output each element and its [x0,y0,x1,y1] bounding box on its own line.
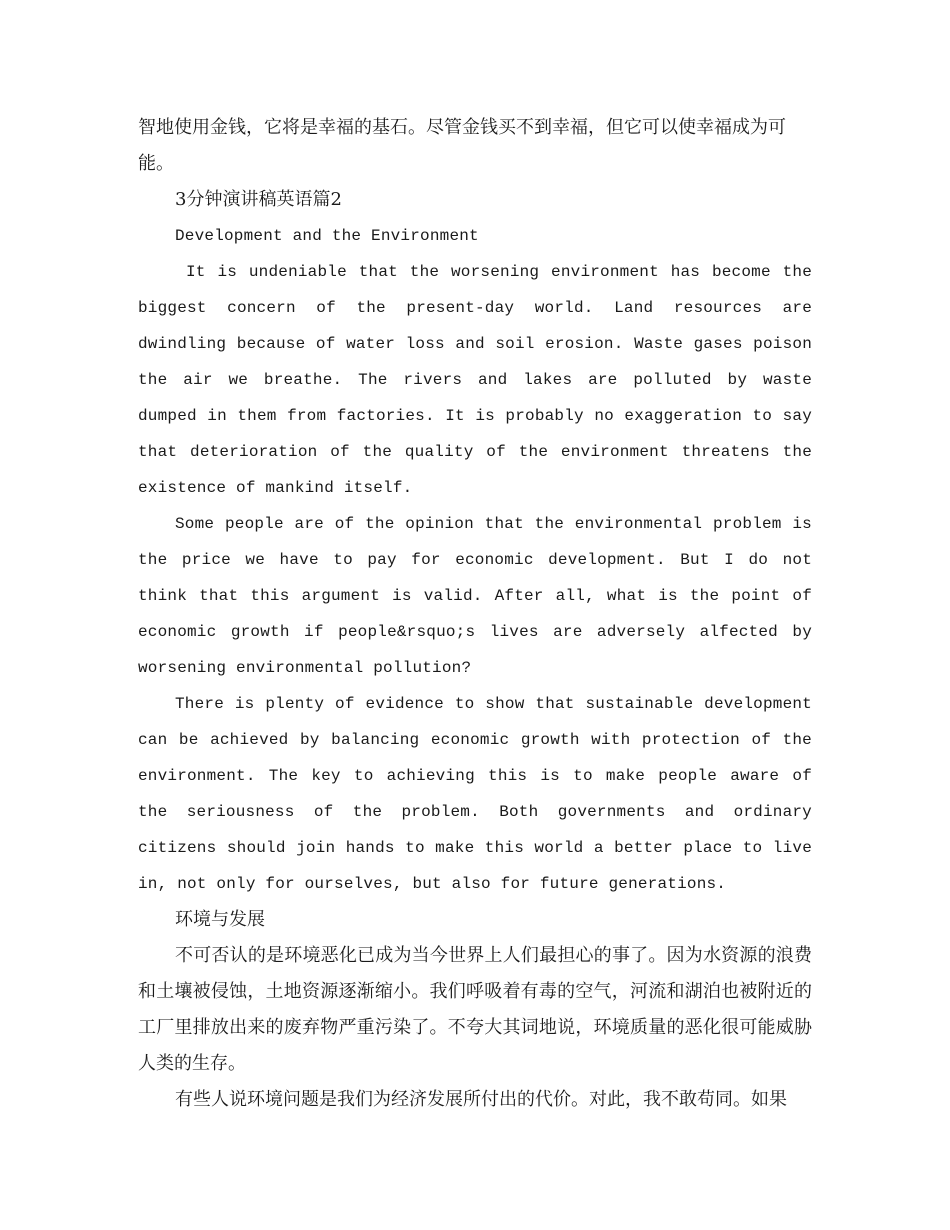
chinese-title: 环境与发展 [175,909,265,930]
continuation-paragraph: 智地使用金钱，它将是幸福的基石。尽管金钱买不到幸福，但它可以使幸福成为可能。 [138,117,786,174]
english-title: Development and the Environment [175,227,479,245]
chinese-paragraph: 有些人说环境问题是我们为经济发展所付出的代价。对此，我不敢苟同。如果 [175,1089,787,1110]
english-paragraph: It is undeniable that the worsening environment has become the biggest concern of the present-day world. Land resources are dwindling because of water loss and soil erosion. Waste gases poison the air we breathe. The rivers and lakes are polluted by waste dumped in them from factories. It is probably no exaggeration to say that deterioration of the quality of the environment threatens the existence of mankind itself. [138,263,812,497]
english-paragraph: There is plenty of evidence to show that sustainable development can be achieved by balancing economic growth with protection of the environment. The key to achieving this is to make people aware of the seriousness of the problem. Both governments and ordinary citizens should join hands to make this world a better place to live in, not only for ourselves, but also for future generations. [138,695,812,893]
chinese-paragraph: 不可否认的是环境恶化已成为当今世界上人们最担心的事了。因为水资源的浪费和土壤被侵蚀，土地资源逐渐缩小。我们呼吸着有毒的空气，河流和湖泊也被附近的工厂里排放出来的废弃物严重污染了。不夸大其词地说，环境质量的恶化很可能威胁人类的生存。 [138,945,812,1074]
document-page [138,110,812,1118]
english-paragraph: Some people are of the opinion that the environmental problem is the price we have to pay for economic development. But I do not think that this argument is valid. After all, what is the point of economic growth if people&rsquo;s lives are adversely alfected by worsening environmental pollution? [138,515,812,677]
section-heading: 3分钟演讲稿英语篇2 [175,189,342,210]
